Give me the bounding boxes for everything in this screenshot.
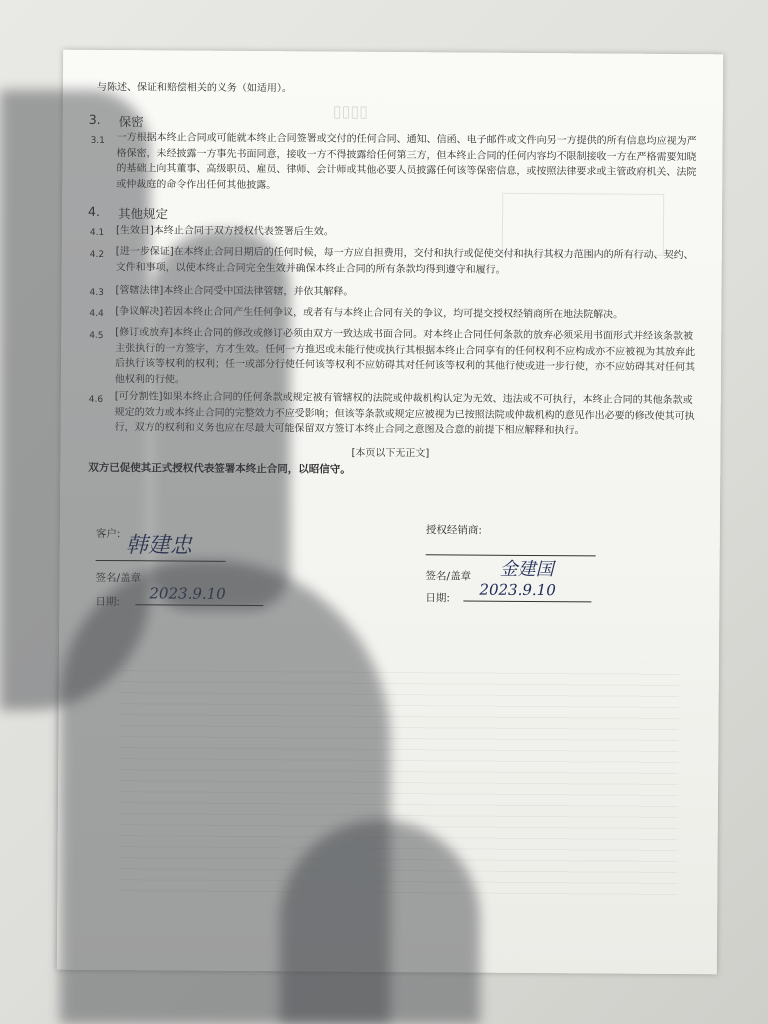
- dealer-signature: 金建国: [499, 558, 554, 581]
- clause-4-2-text: [进一步保证]在本终止合同日期后的任何时候，每一方应自担费用，交付和执行或促使交付和执行其权力范围内的所有行动、契约、文件和事项，以使本终止合同完全生效并确保本终止合同的所有条款均得到遵守和履行。: [115, 246, 694, 276]
- customer-date-label: 日期:: [95, 595, 120, 609]
- show-through-lines: [117, 660, 679, 904]
- dealer-date-label: 日期:: [425, 592, 450, 605]
- clause-4-1-text: [生效日]本终止合同于双方授权代表签署后生效。: [115, 225, 334, 238]
- clause-4-3-number: 4.3: [89, 287, 104, 298]
- customer-date-handwriting: 2023.9.10: [149, 584, 226, 603]
- clause-3-1-text: 一方根据本终止合同或可能就本终止合同签署或交付的任何合同、通知、信函、电子邮件或文件向另一方提供的所有信息均应视为严格保密，未经披露一方事先书面同意，接收一方不得披露给任何第三方，但本终止合同的任何内容均不限制接收一方在严格需要知晓的基础上向其董事、高级职员、雇员、律师、会计师或其他必要人员披露任何该等保密信息，或按照法律要求或主管政府机关、法院或仲裁庭的命令作出任何其他披露。: [116, 132, 697, 191]
- closing-statement: 双方已促使其正式授权代表签署本终止合同，以昭信守。: [88, 461, 351, 476]
- customer-date-line: [135, 604, 263, 606]
- clause-4-5-number: 4.5: [89, 330, 104, 341]
- show-through-text: ▯▯▯▯: [332, 101, 369, 121]
- clause-4-2-number: 4.2: [89, 249, 105, 260]
- dealer-sign-stamp-label: 签名/盖章: [425, 570, 472, 583]
- dealer-date-handwriting: 2023.9.10: [479, 580, 556, 600]
- section-4-title: 其他规定: [118, 206, 169, 222]
- customer-label: 客户:: [95, 527, 121, 541]
- clause-4-6-number: 4.6: [88, 394, 104, 405]
- clause-4-3-text: [管辖法律]本终止合同受中国法律管辖，并依其解释。: [115, 285, 354, 298]
- section-3-title: 保密: [118, 114, 144, 130]
- section-3-number: 3.: [88, 111, 101, 127]
- customer-signature: 韩建忠: [125, 533, 192, 559]
- dealer-date-line: [463, 601, 591, 603]
- end-of-text-note: [本页以下无正文]: [351, 447, 430, 460]
- document-page: [57, 50, 723, 975]
- clause-4-4-text: [争议解决]若因本终止合同产生任何争议，或者有与本终止合同有关的争议，均可提交授权经销商所在地法院解决。: [115, 306, 624, 321]
- dealer-label: 授权经销商:: [425, 524, 482, 537]
- clause-3-1-number: 3.1: [90, 135, 105, 147]
- clause-4-4-number: 4.4: [89, 308, 104, 319]
- section-4-number: 4.: [88, 203, 101, 219]
- customer-sign-stamp-label: 签名/盖章: [95, 571, 142, 585]
- clause-4-6-text: [可分割性]如果本终止合同的任何条款或规定被有管辖权的法院或仲裁机构认定为无效、违法或不可执行，本终止合同的其他条款或规定的效力或本终止合同的完整效力不应受影响；但该等条款或规定应被视为已按照法院或仲裁机构的意见作出必要的修改使其可执行，双方的权利和义务也应在尽最大可能保留双方签订本终止合同之意图及合意的前提下相应解释和执行。: [114, 391, 695, 437]
- customer-sign-line: [96, 560, 226, 562]
- lead-text: 与陈述、保证和赔偿相关的义务（如适用）。: [96, 81, 292, 95]
- clause-4-5-text: [修订或放弃]本终止合同的修改或修订必须由双方一致达成书面合同。对本终止合同任何条款的放弃必须采用书面形式并经该条款被主张执行的一方签字，方才生效。任何一方推迟或未能行使或执行其根据本终止合同享有的任何权利不应构成亦不应被视为其放弃此后执行该等权利的权利；任一或部分行使任何该等权利不应妨碍其对任何该等权利的其他行使或进一步行使，亦不应妨碍其对任何其他权利的行使。: [114, 327, 696, 386]
- clause-4-1-number: 4.1: [89, 227, 105, 238]
